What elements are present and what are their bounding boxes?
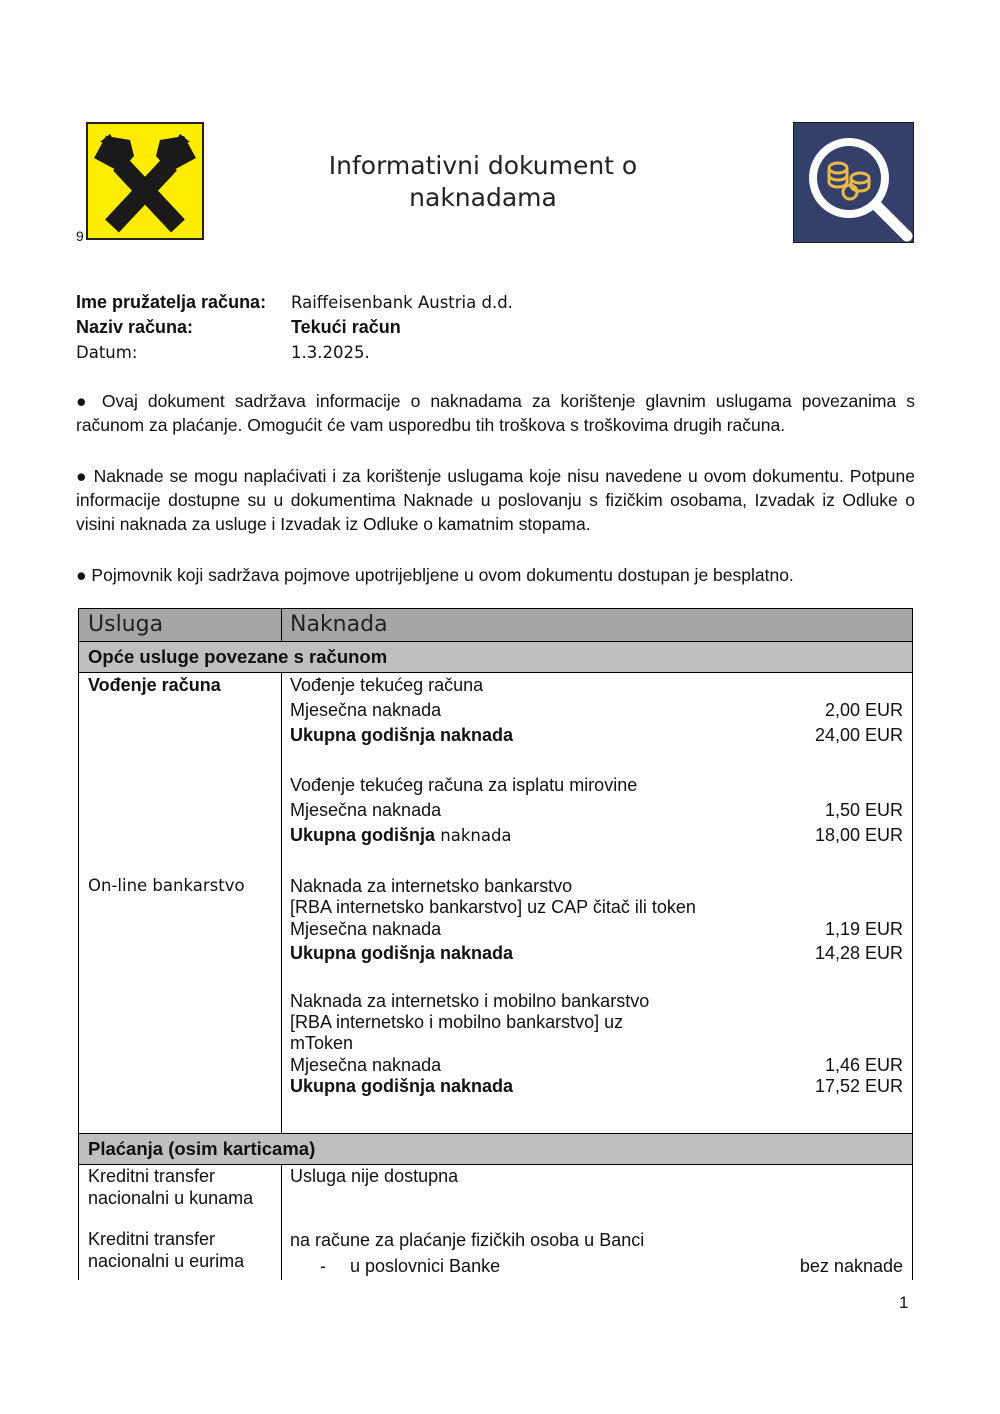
account-meta xyxy=(76,290,513,365)
service-online-banking: On-line bankarstvo xyxy=(88,876,245,895)
fee-amount: bez naknade xyxy=(799,1256,903,1276)
fee-amount: 24,00 EUR xyxy=(814,725,903,745)
document-title: Informativni dokument o naknadama xyxy=(328,151,638,212)
fee-label: Mjesečna naknada xyxy=(290,800,442,820)
fee-amount: 17,52 EUR xyxy=(814,1076,903,1096)
fee-search-icon xyxy=(793,122,914,243)
intro-paragraph-2: ● Naknade se mogu naplaćivati i za korištenje uslugama koje nisu navedene u ovom dokumentu. Potpune informacije dostupne su u dokumentima Naknade u poslovanju s fizičkim osobama, Izvadak iz Odluke o visini naknada za usluge i Izvadak iz Odluke o kamatnim stopama. xyxy=(76,466,915,534)
fee-title: na račune za plaćanje fizičkih osoba u Banci xyxy=(290,1230,645,1250)
fee-title: Vođenje tekućeg računa xyxy=(290,675,484,695)
fee-subtitle: mToken xyxy=(290,1033,354,1053)
fee-label: Mjesečna naknada xyxy=(290,700,442,720)
row-divider xyxy=(78,1133,913,1134)
list-dash: - xyxy=(320,1256,326,1276)
fee-title: Naknada za internetsko i mobilno bankarstvo xyxy=(290,991,650,1011)
table-border-left xyxy=(78,608,79,1280)
fee-label: Mjesečna naknada xyxy=(290,1055,442,1075)
account-name-label: Naziv računa: xyxy=(76,317,194,337)
table-border-top xyxy=(78,608,913,609)
row-divider xyxy=(78,672,913,673)
column-header-fee: Naknada xyxy=(290,612,388,637)
service-credit-transfer-kuna: Kreditni transfer xyxy=(88,1166,216,1186)
intro-paragraph-1: ● Ovaj dokument sadržava informacije o naknadama za korištenje glavnim uslugama povezanima s računom za plaćanje. Omogućit će vam usporedbu tih troškova s troškovima drugih računa. xyxy=(76,391,915,435)
fee-amount: 2,00 EUR xyxy=(824,700,903,720)
service-credit-transfer-kuna-line2: nacionalni u kunama xyxy=(88,1188,254,1208)
account-name-value: Tekući račun xyxy=(291,317,401,337)
raiffeisen-logo xyxy=(86,122,204,240)
section2-column-divider xyxy=(281,1164,282,1280)
service-credit-transfer-euro: Kreditni transfer xyxy=(88,1229,216,1249)
page-number: 1 xyxy=(899,1293,909,1312)
provider-row xyxy=(76,290,513,315)
header-column-divider xyxy=(281,608,282,641)
service-account-keeping: Vođenje računa xyxy=(88,675,221,695)
service-credit-transfer-euro-line2: nacionalni u eurima xyxy=(88,1251,245,1271)
provider-value: Raiffeisenbank Austria d.d. xyxy=(291,293,513,312)
fee-label: Ukupna godišnja naknada xyxy=(290,943,514,963)
section1-column-divider xyxy=(281,672,282,1133)
fee-amount: 1,19 EUR xyxy=(824,919,903,939)
date-label: Datum: xyxy=(76,343,138,362)
fee-amount: 1,46 EUR xyxy=(824,1055,903,1075)
account-name-row xyxy=(76,315,513,340)
fee-amount: 1,50 EUR xyxy=(824,800,903,820)
fee-label: Ukupna godišnja naknada xyxy=(290,1076,514,1096)
table-header-row xyxy=(78,608,913,641)
table-border-right xyxy=(912,608,913,1280)
date-value: 1.3.2025. xyxy=(291,343,370,362)
fee-title: Naknada za internetsko bankarstvo xyxy=(290,876,573,896)
column-header-service: Usluga xyxy=(88,612,164,637)
fee-title: Vođenje tekućeg računa za isplatu mirovine xyxy=(290,775,638,795)
row-divider xyxy=(78,641,913,642)
fee-label: Ukupna godišnja naknada xyxy=(290,725,514,745)
fee-subtitle: [RBA internetsko i mobilno bankarstvo] uz xyxy=(290,1012,624,1032)
fee-amount: 14,28 EUR xyxy=(814,943,903,963)
provider-label: Ime pružatelja računa: xyxy=(76,292,267,312)
intro-paragraph-3: ● Pojmovnik koji sadržava pojmove upotrijebljene u ovom dokumentu dostupan je besplatno. xyxy=(76,565,794,585)
fee-label: Mjesečna naknada xyxy=(290,919,442,939)
section-header-general: Opće usluge povezane s računom xyxy=(78,641,913,672)
date-row xyxy=(76,340,513,365)
section-header-payments: Plaćanja (osim karticama) xyxy=(78,1133,913,1164)
fee-label: u poslovnici Banke xyxy=(350,1256,501,1276)
stray-character: 9 xyxy=(76,228,84,244)
fee-subtitle: [RBA internetsko bankarstvo] uz CAP čitač ili token xyxy=(290,897,696,917)
fee-amount: 18,00 EUR xyxy=(814,825,903,845)
fee-title: Usluga nije dostupna xyxy=(290,1166,459,1186)
fee-table xyxy=(78,608,913,1280)
fee-label: Ukupna godišnja naknada xyxy=(290,825,512,845)
